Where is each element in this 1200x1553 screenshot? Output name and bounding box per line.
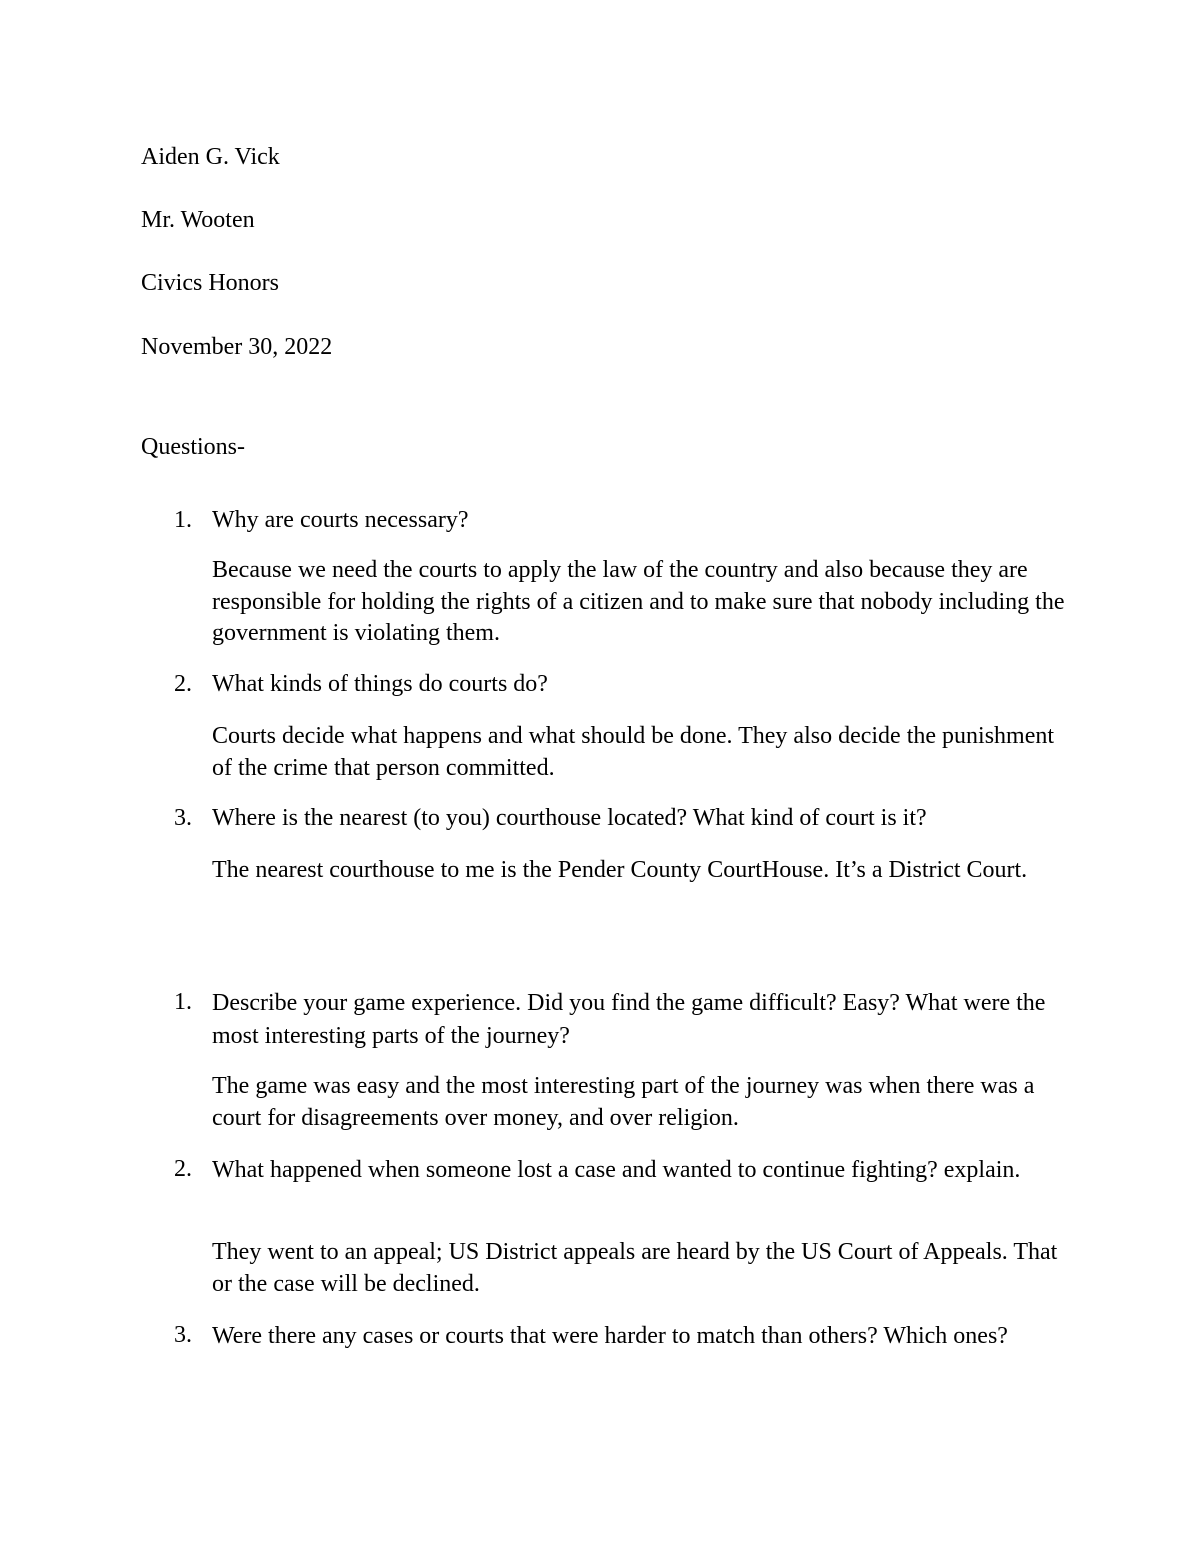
answer-text: Courts decide what happens and what should be done. They also decide the punishment of the crime that person committed.	[212, 723, 1055, 781]
question-text: Where is the nearest (to you) courthouse located? What kind of court is it?	[212, 805, 927, 831]
document-date: November 30, 2022	[141, 334, 333, 360]
question-text: What kinds of things do courts do?	[212, 671, 548, 697]
question-text: Were there any cases or courts that were harder to match than others? Which ones?	[212, 1323, 1008, 1349]
question-number: 2.	[174, 1156, 192, 1182]
answer-text: They went to an appeal; US District appeals are heard by the US Court of Appeals. That or the case will be declined.	[212, 1239, 1058, 1297]
question-number: 3.	[174, 1322, 192, 1348]
answer-text: The nearest courthouse to me is the Pender County CourtHouse. It’s a District Court.	[212, 857, 1028, 883]
answer-text: Because we need the courts to apply the law of the country and also because they are responsible for holding the rights of a citizen and to make sure that nobody including the government is violating them.	[212, 557, 1065, 646]
question-number: 2.	[174, 671, 192, 697]
question-text: Describe your game experience. Did you find the game difficult? Easy? What were the most interesting parts of the journey?	[212, 990, 1046, 1049]
student-name: Aiden G. Vick	[141, 144, 280, 170]
question-number: 3.	[174, 805, 192, 831]
answer-text: The game was easy and the most interesting part of the journey was when there was a court for disagreements over money, and over religion.	[212, 1073, 1035, 1131]
course-name: Civics Honors	[141, 270, 279, 296]
question-text: What happened when someone lost a case and wanted to continue fighting? explain.	[212, 1157, 1021, 1183]
question-number: 1.	[174, 989, 192, 1015]
question-number: 1.	[174, 507, 192, 533]
teacher-name: Mr. Wooten	[141, 207, 255, 233]
questions-heading: Questions-	[141, 434, 245, 460]
question-text: Why are courts necessary?	[212, 507, 469, 533]
